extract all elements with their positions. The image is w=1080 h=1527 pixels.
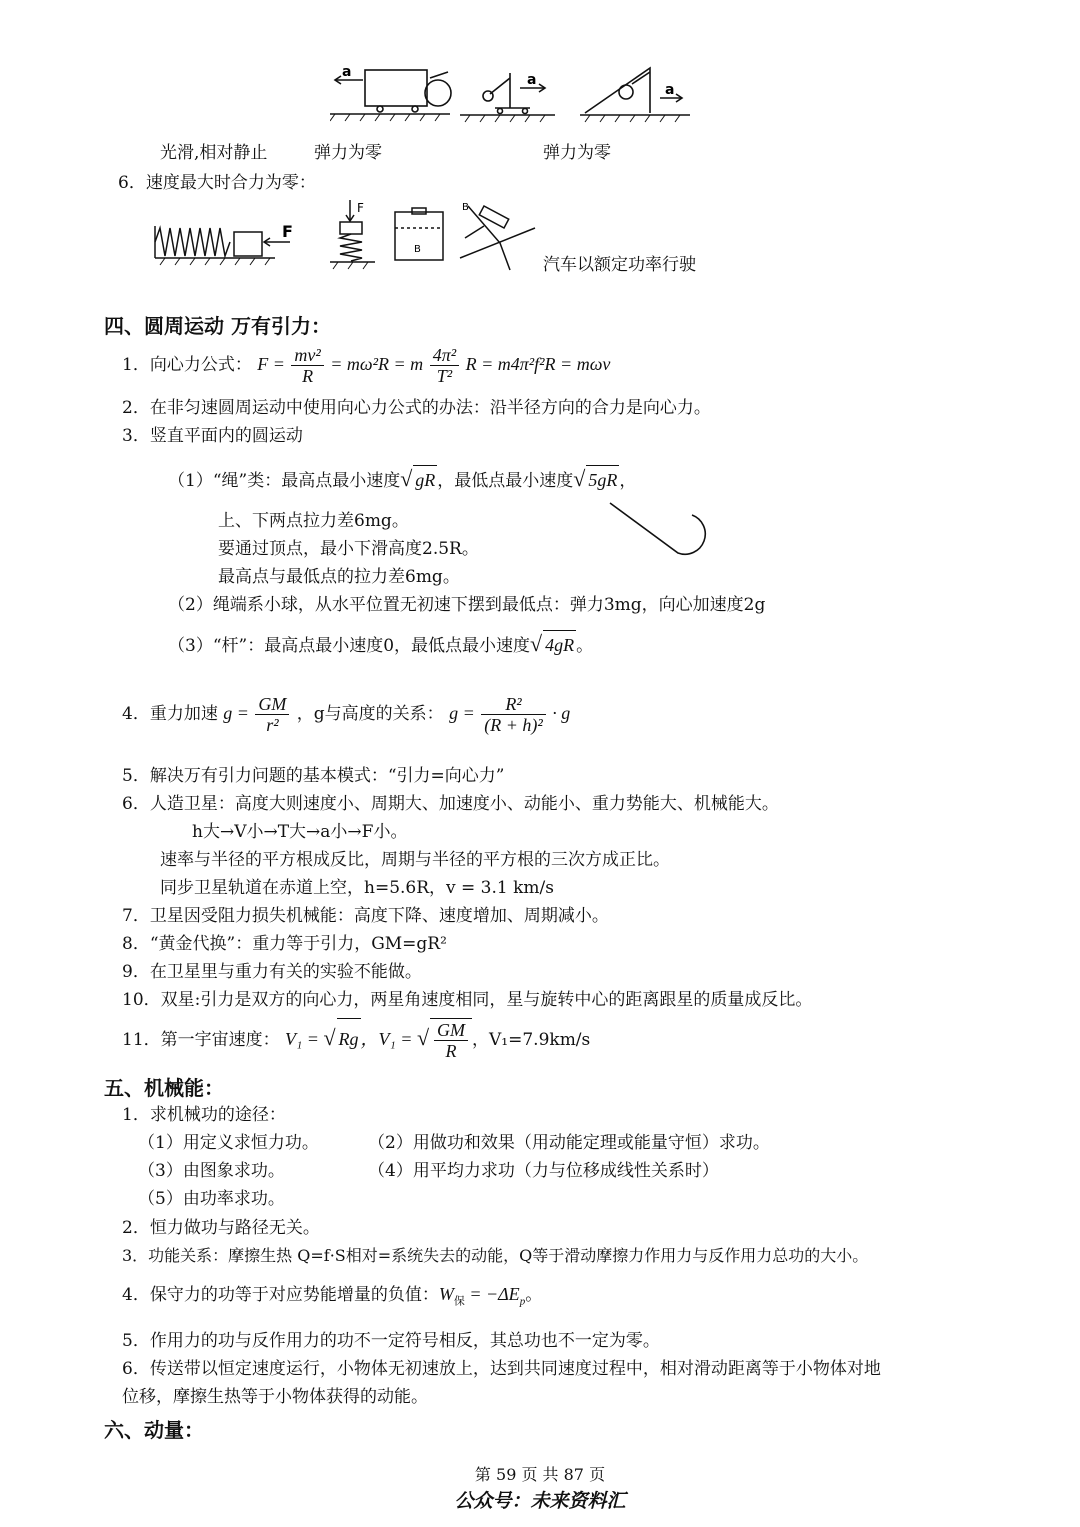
first-cosmic-velocity-formula: V₁ = √ Rg ，V₁ = √ $\frac{GM}{R}$ — [285, 1029, 472, 1049]
item-4-11-label: 11．第一宇宙速度： — [122, 1030, 280, 1050]
loop-track-figure — [600, 495, 720, 570]
rope-mid: ，最低点最小速度 — [437, 471, 574, 491]
rod-label: （3）“杆”：最高点最小速度0，最低点最小速度 — [168, 636, 531, 656]
sqrt-gR: √ gR — [400, 470, 437, 490]
method-3: （3）由图象求功。 — [138, 1161, 285, 1181]
gravity-height-formula: g = $\frac{\text{R²}}{\text{(R + h)²}}$ · g — [449, 694, 571, 736]
label-F-1: F — [282, 222, 293, 241]
spring-figures — [150, 198, 540, 278]
section-6-title: 六、动量： — [104, 1418, 204, 1442]
item-5-1: 1．求机械功的途径： — [122, 1105, 286, 1125]
item-4-6-chain: h大→V小→T大→a小→F小。 — [192, 822, 408, 842]
item-4-4 — [122, 690, 570, 737]
gravity-formula: g = $\frac{GM}{\text{r²}}$ — [223, 703, 291, 723]
item-4-7: 7．卫星因受阻力损失机械能：高度下降、速度增加、周期减小。 — [122, 906, 609, 926]
item-5-5: 5．作用力的功与反作用力的功不一定符号相反，其总功也不一定为零。 — [122, 1331, 660, 1351]
car-rated-power-caption: 汽车以额定功率行驶 — [543, 255, 696, 275]
sqrt-4gR: √ 4gR — [530, 635, 576, 655]
label-F-2: F — [357, 201, 364, 215]
page-number: 第 59 页 共 87 页 — [474, 1465, 606, 1484]
rope-note-b: 要通过顶点，最小下滑高度2.5R。 — [218, 539, 479, 559]
rod-line — [168, 630, 593, 660]
swing-line: （2）绳端系小球，从水平位置无初速下摆到最低点：弹力3mg，向心加速度2g — [168, 595, 766, 615]
item-5-4 — [122, 1280, 542, 1316]
label-B-2: B — [462, 202, 469, 213]
top-figures — [330, 58, 700, 128]
rope-note-a: 上、下两点拉力差6mg。 — [218, 511, 409, 531]
label-a-3: a — [665, 82, 675, 98]
item-5-2: 2．恒力做功与路径无关。 — [122, 1218, 320, 1238]
section-4-title: 四、圆周运动 万有引力： — [104, 314, 331, 338]
item-5-4-label: 4．保守力的功等于对应势能增量的负值： — [122, 1285, 439, 1305]
item-4-1 — [122, 342, 610, 387]
item-4-4-mid: ，g与高度的关系： — [296, 704, 444, 724]
item-4-10: 10．双星:引力是双方的向心力，两星角速度相同，星与旋转中心的距离跟星的质量成反比。 — [122, 990, 813, 1010]
item-6-max-speed: 6．速度最大时合力为零： — [118, 173, 316, 193]
item-4-3: 3．竖直平面内的圆运动 — [122, 426, 303, 446]
rod-end: 。 — [576, 636, 594, 656]
rope-line — [168, 465, 636, 495]
rope-end: ， — [619, 471, 637, 491]
item-4-2: 2．在非匀速圆周运动中使用向心力公式的办法：沿半径方向的合力是向心力。 — [122, 398, 711, 418]
item-4-4-label: 4．重力加速 — [122, 704, 218, 724]
sqrt-5gR: √ 5gR — [573, 470, 619, 490]
method-5: （5）由功率求功。 — [138, 1189, 285, 1209]
method-2: （2）用做功和效果（用动能定理或能量守恒）求功。 — [368, 1133, 770, 1153]
item-4-6: 6．人造卫星：高度大则速度小、周期大、加速度小、动能小、重力势能大、机械能大。 — [122, 794, 779, 814]
item-4-5: 5．解决万有引力问题的基本模式：“引力=向心力” — [122, 766, 505, 786]
item-5-4-end: 。 — [525, 1285, 543, 1305]
item-5-6b: 位移，摩擦生热等于小物体获得的动能。 — [122, 1387, 428, 1407]
section-5-title: 五、机械能： — [104, 1076, 224, 1100]
rope-note-c: 最高点与最低点的拉力差6mg。 — [218, 567, 460, 587]
item-5-3: 3．功能关系：摩擦生热 Q=f·S相对=系统失去的动能，Q等于滑动摩擦力作用力与反作用力总功的大小。 — [122, 1246, 869, 1265]
method-4: （4）用平均力求功（力与位移成线性关系时） — [368, 1161, 719, 1181]
item-4-6-c: 同步卫星轨道在赤道上空，h=5.6R，v = 3.1 km/s — [160, 878, 554, 898]
method-1: （1）用定义求恒力功。 — [138, 1133, 319, 1153]
footer-source: 公众号：未来资料汇 — [454, 1490, 626, 1512]
item-4-1-label: 1．向心力公式： — [122, 355, 252, 375]
conservative-work-formula: $W_保 = -\Delta E_p$ — [438, 1284, 526, 1308]
label-B-1: B — [414, 244, 421, 255]
item-5-6a: 6．传送带以恒定速度运行，小物体无初速放上，达到共同速度过程中，相对滑动距离等于小物体对地 — [122, 1359, 881, 1379]
item-4-6-b: 速率与半径的平方根成反比，周期与半径的平方根的三次方成正比。 — [160, 850, 670, 870]
item-4-11 — [122, 1018, 590, 1061]
label-a-1: a — [342, 64, 352, 80]
caption-zero-1: 弹力为零 — [314, 143, 382, 163]
centripetal-formula: F = $\frac{\text{mv²}}{R}$ = mω²R = m $\frac{\text{4π²}}{\text{T²}}$ R = m4π²f²R = mωv — [257, 345, 611, 387]
caption-zero-2: 弹力为零 — [543, 143, 611, 163]
rope-label: （1）“绳”类：最高点最小速度 — [168, 471, 401, 491]
item-4-9: 9．在卫星里与重力有关的实验不能做。 — [122, 962, 422, 982]
item-4-11-end: ，V₁=7.9km/s — [472, 1030, 591, 1050]
label-a-2: a — [527, 72, 537, 88]
item-4-8: 8．“黄金代换”：重力等于引力，GM=gR² — [122, 934, 447, 954]
caption-smooth: 光滑,相对静止 — [160, 143, 268, 163]
